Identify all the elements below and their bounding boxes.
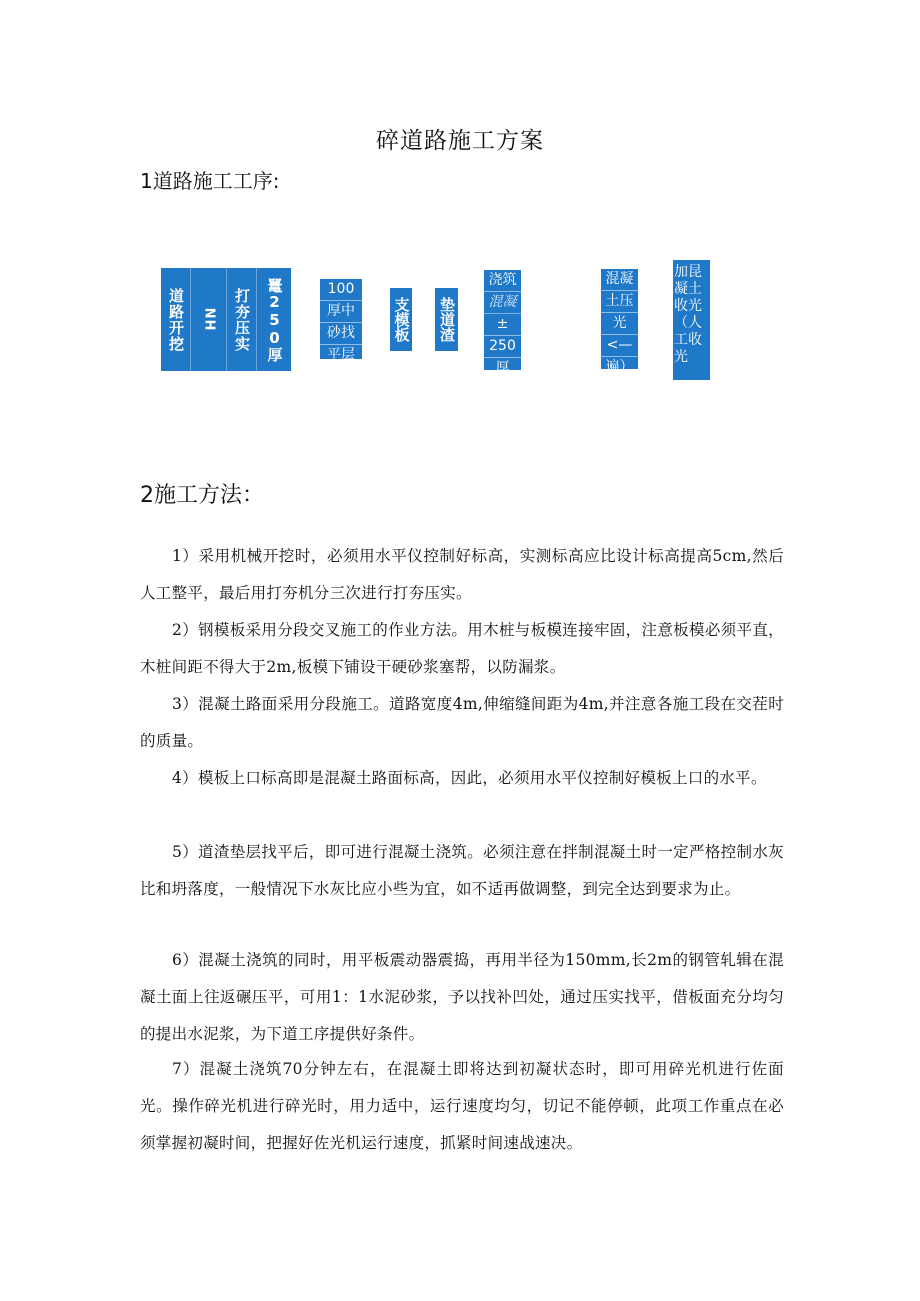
flow-line: 遍）	[605, 359, 634, 375]
flow-step-thickness	[257, 268, 291, 371]
flow-line: 收光	[674, 298, 702, 314]
flow-line: 厚中	[320, 301, 362, 323]
flow-line: 光	[674, 349, 688, 365]
flow-line: 250	[484, 336, 521, 358]
flow-step-ballast: 垫道渣	[435, 288, 458, 351]
method-paragraph: 7）混凝土浇筑70分钟左右，在混凝土即将达到初凝状态时，即可用碎光机进行佐面光。操作碎光机进行碎光时，用力适中，运行速度均匀，切记不能停顿，此项工作重点在必须掌握初凝时间，把握好佐光机运行速度，抓紧时间速战速决。	[140, 1060, 784, 1152]
section-heading-process: 1道路施工工序:	[140, 169, 280, 193]
flow-line: （人	[674, 315, 702, 331]
flow-step-formwork: 支模板	[390, 288, 412, 351]
flow-line: 混凝	[601, 269, 638, 291]
method-paragraph: 6）混凝土浇筑的同时，用平板震动器震捣，再用半径为150mm,长2m的钢管轧辑在混凝土面上往返碾压平，可用1：1水泥砂浆，予以找补凹处，通过压实找平，借板面充分均匀的提出水泥浆，为下道工序提供好条件。	[140, 951, 784, 1043]
flow-step-excavation: 道路开挖	[161, 268, 191, 371]
flow-line: 混凝	[484, 292, 521, 314]
flow-line: 土压	[601, 291, 638, 313]
flow-line: <—	[601, 335, 638, 357]
flow-step-manual-finish	[673, 260, 710, 380]
flow-line: 厚	[495, 360, 510, 376]
flow-line: 平层	[327, 347, 355, 363]
flow-line: 工收	[674, 332, 702, 348]
flow-step-excavation-compaction	[161, 268, 291, 371]
document-title: 碎道路施工方案	[376, 128, 544, 154]
flow-step-thickness-text: 鼍250厚	[265, 277, 284, 362]
flow-line: 加昆	[674, 264, 702, 280]
method-paragraph: 5）道渣垫层找平后，即可进行混凝土浇筑。必须注意在拌制混凝土时一定严格控制水灰比和坍落度，一般情况下水灰比应小些为宜，如不适再做调整，到完全达到要求为止。	[140, 843, 784, 898]
method-paragraph: 1）采用机械开挖时，必须用水平仪控制好标高，实测标高应比设计标高提高5cm,然后人工整平，最后用打夯机分三次进行打夯压实。	[140, 547, 784, 602]
flow-step-mark-text: NH	[201, 307, 217, 332]
flow-step-press-finish	[601, 269, 638, 375]
method-paragraph: 4）模板上口标高即是混凝土路面标高，因此，必须用水平仪控制好模板上口的水平。	[172, 769, 767, 787]
flow-line: ±	[484, 314, 521, 336]
flow-step-mark	[191, 268, 227, 371]
flow-line: 光	[601, 313, 638, 335]
flow-step-pour-concrete	[484, 270, 521, 376]
flow-step-sand-leveling	[320, 279, 362, 363]
flow-line: 砂找	[320, 323, 362, 345]
flow-line: 凝土	[674, 281, 702, 297]
section-heading-method: 2施工方法：	[140, 483, 264, 508]
flow-line: 100	[320, 279, 362, 301]
method-paragraph: 2）钢模板采用分段交叉施工的作业方法。用木桩与板模连接牢固，注意板模必须平直，木桩间距不得大于2m,板模下铺设干硬砂浆塞帮，以防漏浆。	[140, 621, 784, 676]
method-paragraph: 3）混凝土路面采用分段施工。道路宽度4m,伸缩缝间距为4m,并注意各施工段在交茬时的质量。	[140, 695, 784, 750]
flow-step-compaction: 打夯压实	[227, 268, 257, 371]
flow-line: 浇筑	[484, 270, 521, 292]
